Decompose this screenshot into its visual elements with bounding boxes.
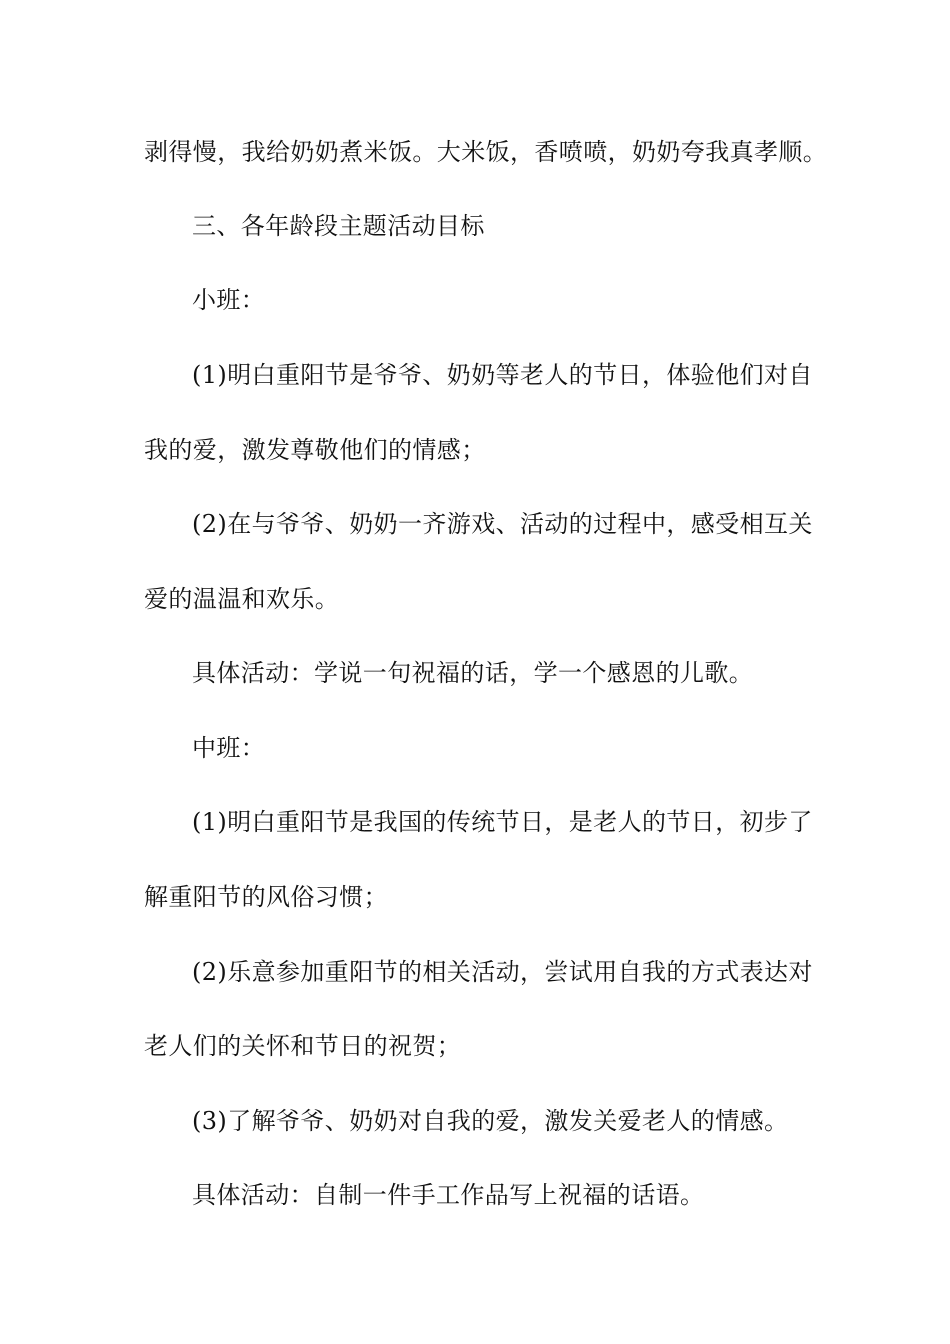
goal-item-3-line-2: 解重阳节的风俗习惯；: [144, 883, 388, 911]
subheading-small-class: 小班：: [192, 286, 266, 314]
goal-item-2-line-2: 爱的温温和欢乐。: [144, 585, 340, 613]
goal-item-4-line-2: 老人们的关怀和节日的祝贺；: [144, 1032, 462, 1060]
paragraph-continuation: 剥得慢，我给奶奶煮米饭。大米饭，香喷喷，奶奶夸我真孝顺。: [144, 138, 828, 166]
goal-item-4-line-1: (2)乐意参加重阳节的相关活动，尝试用自我的方式表达对: [192, 958, 813, 986]
activity-small-class: 具体活动：学说一句祝福的话，学一个感恩的儿歌。: [192, 659, 754, 687]
goal-item-2-line-1: (2)在与爷爷、奶奶一齐游戏、活动的过程中，感受相互关: [192, 510, 813, 538]
section-heading: 三、各年龄段主题活动目标: [192, 212, 485, 240]
goal-item-3-line-1: (1)明白重阳节是我国的传统节日，是老人的节日，初步了: [192, 808, 813, 836]
activity-middle-class: 具体活动：自制一件手工作品写上祝福的话语。: [192, 1181, 705, 1209]
goal-item-5: (3)了解爷爷、奶奶对自我的爱，激发关爱老人的情感。: [192, 1107, 789, 1135]
goal-item-1-line-1: (1)明白重阳节是爷爷、奶奶等老人的节日，体验他们对自: [192, 361, 813, 389]
subheading-middle-class: 中班：: [192, 734, 266, 762]
goal-item-1-line-2: 我的爱，激发尊敬他们的情感；: [144, 436, 486, 464]
